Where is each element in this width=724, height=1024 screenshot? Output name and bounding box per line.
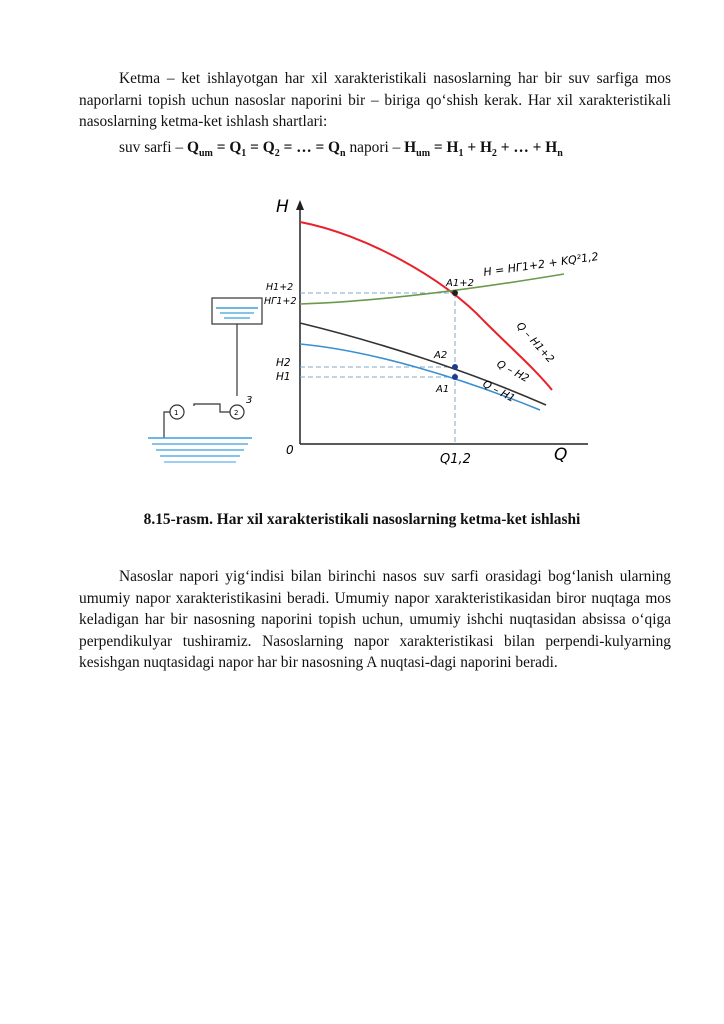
a12-label: A1+2 <box>446 278 474 289</box>
h1-label: H1 <box>276 371 291 383</box>
hg12-label: HГ1+2 <box>264 296 297 307</box>
y-axis-arrow <box>296 200 304 210</box>
body-text: Nasoslar napori yig‘indisi bilan birinchi nasos suv sarfi orasidagi bog‘lanish ularning umumiy napor xarakteristikasini beradi. Umumiy napor xarakteristikasidan biror nuqtaga mos keladigan har bir nasosning naporini topish uchun, umumiy ishchi nuqtasidan absissa o‘qiga perpendikulyar tushiramiz. Nasoslarning napor xarakteristikasi bilan perpendi-kulyarning kesishgan nuqtasidagi napor har bir nasosning A nuqtasi-dagi naporini beradi. <box>79 568 671 671</box>
head-prefix: napori – <box>345 139 405 156</box>
figure-caption: 8.15-rasm. Har xil xarakteristikali nasoslarning ketma-ket ishlashi <box>143 511 581 528</box>
head-equation: $H_{um} = H_1 + H_2$ + … + $H_n$ <box>404 139 563 160</box>
intro-text: Ketma – ket ishlayotgan har xil xarakteristikali nasoslarning har bir suv sarfiga mos naporlarni topish uchun nasoslar naporini bir – biriga qo‘shish kerak. Har xil xarakteristikali nasoslarning ketma-ket ishlash shartlari: <box>79 70 671 130</box>
h12-label: H1+2 <box>266 282 294 293</box>
upper-tank <box>212 298 262 324</box>
point-a1 <box>452 374 458 380</box>
equation-text-source <box>563 137 564 138</box>
h2-label: H2 <box>276 357 291 369</box>
pump-1-number: 1 <box>174 409 179 417</box>
pump-series-figure <box>144 186 624 478</box>
curve-sum-label: Q – H1+2 <box>513 319 557 366</box>
curve-2-label: Q – H2 <box>494 358 531 385</box>
point-a2 <box>452 364 458 370</box>
axis-h-label: H <box>276 197 289 217</box>
pump-3-label: 3 <box>246 395 253 406</box>
pump-2-number: 2 <box>234 409 239 417</box>
conditions-line <box>119 137 563 165</box>
a2-label: A2 <box>434 350 448 361</box>
suction-pipe <box>164 412 170 438</box>
axis-q-label: Q <box>554 445 568 465</box>
a1-label: A1 <box>436 384 450 395</box>
system-curve-label: H = HГ1+2 + KQ²1,2 <box>482 249 600 279</box>
connecting-pipe <box>194 404 230 412</box>
q12-label: Q1,2 <box>440 452 471 467</box>
origin-label: 0 <box>286 443 294 457</box>
intro-paragraph <box>79 68 671 133</box>
flow-equation: $Q_{um} = Q_1 = Q_2$ = … = $Q_n$ <box>186 139 346 160</box>
curve-1-label: Q – H1 <box>480 378 517 405</box>
pump-schematic <box>148 298 262 462</box>
body-paragraph <box>79 566 671 674</box>
point-a12 <box>452 290 458 296</box>
flow-prefix: suv sarfi – <box>119 139 187 156</box>
